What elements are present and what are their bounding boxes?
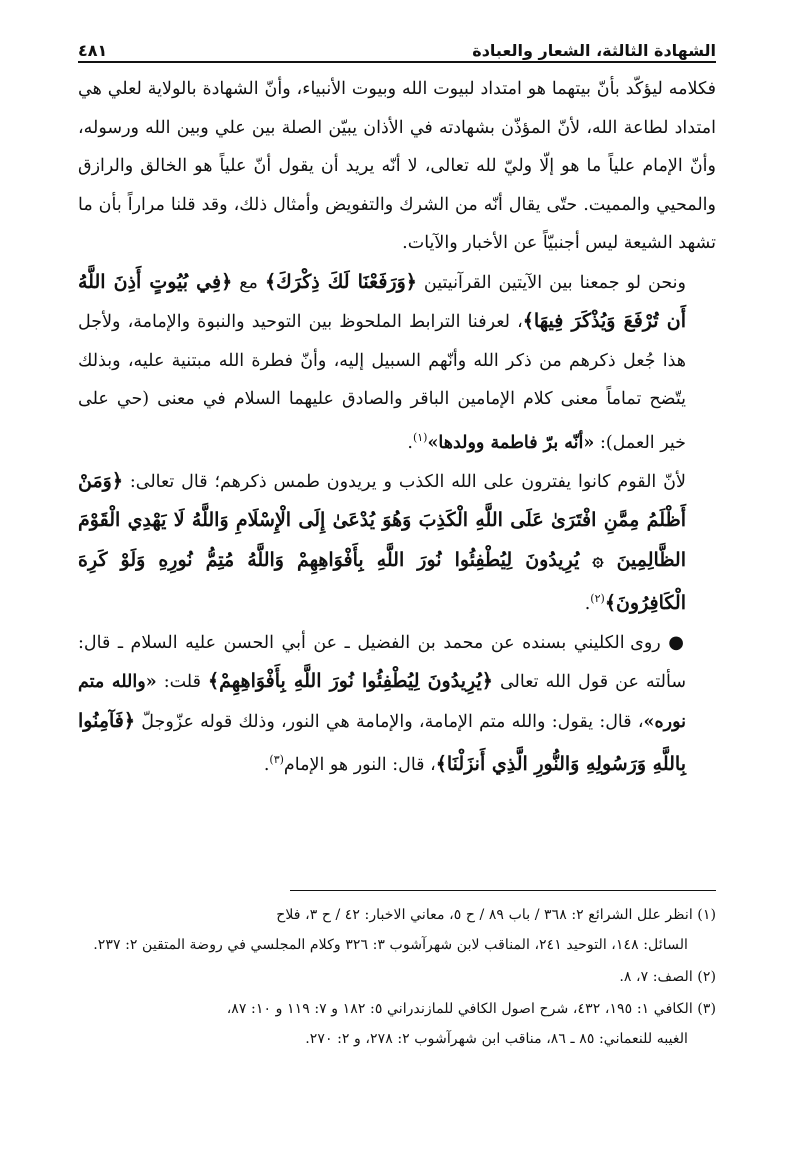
running-title: الشهادة الثالثة، الشعار والعبادة — [472, 41, 716, 60]
footnote-3 — [78, 994, 716, 1054]
quran-verse-2: ﴿فِي بُيُوتٍ أَذِنَ اللَّهُ أَن تُرْفَعَ وَيُذْكَرَ فِيهَا﴾ — [78, 270, 686, 332]
footnote-rule — [290, 890, 716, 891]
p4-text-d: ، قال: النور هو الإمام — [283, 754, 436, 775]
p3-text-a: لأنّ القوم كانوا يفترون على الله الكذب و يريدون طمس ذكرهم؛ قال تعالى: — [129, 471, 686, 492]
page-number: ٤٨١ — [78, 41, 108, 60]
paragraph-2 — [78, 263, 716, 462]
p2-end: . — [407, 432, 413, 453]
quran-verse-4: ﴿يُرِيدُونَ لِيُطْفِئُوا نُورَ اللَّهِ بِأَفْوَاهِهِمْ﴾ — [208, 670, 493, 693]
footnote-1 — [78, 900, 716, 960]
hadith-quote-2: «والله متم نوره» — [78, 672, 686, 732]
footnote-ref-3[interactable]: (٣) — [269, 753, 284, 767]
footnote-ref-2[interactable]: (٢) — [590, 592, 605, 606]
p3-end: . — [584, 594, 591, 615]
p4-text-c: ، قال: يقول: والله متم الإمامة، والإمامة هي النور، وذلك قوله عزّوجلّ — [141, 711, 644, 732]
footnote-2: (٢) الصف: ٧، ٨. — [619, 969, 716, 985]
quran-verse-3: ﴿وَمَنْ أَظْلَمُ مِمَّنِ افْتَرَىٰ عَلَى اللَّهِ الْكَذِبَ وَهُوَ يُدْعَىٰ إِلَى الْإِسْلَامِ وَاللَّهُ لَا يَهْدِي الْقَوْمَ الظَّالِمِينَ ۞ يُرِيدُونَ لِيُطْفِئُوا نُورَ اللَّهِ بِأَفْوَاهِهِمْ وَاللَّهُ مُتِمُّ نُورِهِ وَلَوْ كَرِهَ الْكَافِرُونَ﴾ — [78, 469, 686, 615]
hadith-quote-1: «أنّه برّ فاطمة وولدها» — [427, 432, 595, 453]
quran-verse-1: ﴿وَرَفَعْنَا لَكَ ذِكْرَكَ﴾ — [264, 270, 417, 293]
paragraph-1: فكلامه ليؤكّد بأنّ بيتهما هو امتداد لبيوت الله وبيوت الأنبياء، وأنّ الشهادة بالولاية لعلي هي امتداد لطاعة الله، لأنّ المؤذّن بشهادته في الأذان يبيّن الصلة بين علي وبين الله ورسوله، وأنّ الإمام علياً ما هو إلّا وليّ لله تعالى، لا أنّه يريد أن يقول أنّ علياً هو الخالق والرازق والمحيي والمميت. حتّى يقال أنّه من الشرك والتفويض وأمثال ذلك، وقد قلنا مراراً بأن ما تشهد الشيعة ليس أجنبيّاً عن الأخبار والآيات. — [78, 79, 716, 253]
footnote-3-line-a: (٣) الكافي ١: ١٩٥، ٤٣٢، شرح اصول الكافي للمازندراني ٥: ١٨٢ و ٧: ١١٩ و ١٠: ٨٧، — [226, 1001, 716, 1017]
footnote-1-line-a: (١) انظر علل الشرائع ٢: ٣٦٨ / باب ٨٩ / ح ٥، معاني الاخبار: ٤٢ / ح ٣، فلاح — [276, 907, 716, 923]
p2-text-b: مع — [239, 272, 258, 293]
p4-end: . — [263, 754, 270, 775]
p4-text-b: قلت: — [163, 672, 201, 693]
footnote-ref-1[interactable]: (١) — [412, 430, 428, 444]
header-rule — [78, 61, 716, 63]
running-header — [78, 28, 716, 60]
footnote-3-line-b: الغيبه للنعماني: ٨٥ ـ ٨٦، مناقب ابن شهرآشوب ٢: ٢٧٨، و ٢: ٢٧٠. — [305, 1031, 688, 1047]
paragraph-3 — [78, 462, 716, 624]
footnotes — [78, 900, 716, 1056]
p2-text-c: ، لعرفنا الترابط الملحوظ بين التوحيد والنبوة والإمامة، ولأجل هذا جُعل ذكرهم من ذكر الله وأنّهم السبيل إليه، وأنّ فطرة الله مبتنية عليه، وبذلك يتّضح تماماً معنى كلام الإمامين الباقر والصادق عليهما السلام في معنى (حي على خير العمل): — [78, 312, 686, 453]
p2-text-a: ونحن لو جمعنا بين الآيتين القرآنيتين — [423, 272, 686, 293]
footnote-1-line-b: السائل: ١٤٨، التوحيد ٢٤١، المناقب لابن شهرآشوب ٣: ٣٢٦ وكلام المجلسي في روضة المتقين ٢: ٢٣٧. — [93, 937, 688, 953]
main-text — [78, 70, 716, 784]
quran-verse-5: ﴿فَآمِنُوا بِاللَّهِ وَرَسُولِهِ وَالنُّورِ الَّذِي أَنزَلْنَا﴾ — [78, 709, 686, 775]
bullet-icon: ● — [668, 631, 686, 653]
p4-text-a: روى الكليني بسنده عن محمد بن الفضيل ـ عن أبي الحسن عليه السلام ـ قال: سألته عن قول الله تعالى — [78, 632, 686, 693]
paragraph-4 — [78, 624, 716, 785]
